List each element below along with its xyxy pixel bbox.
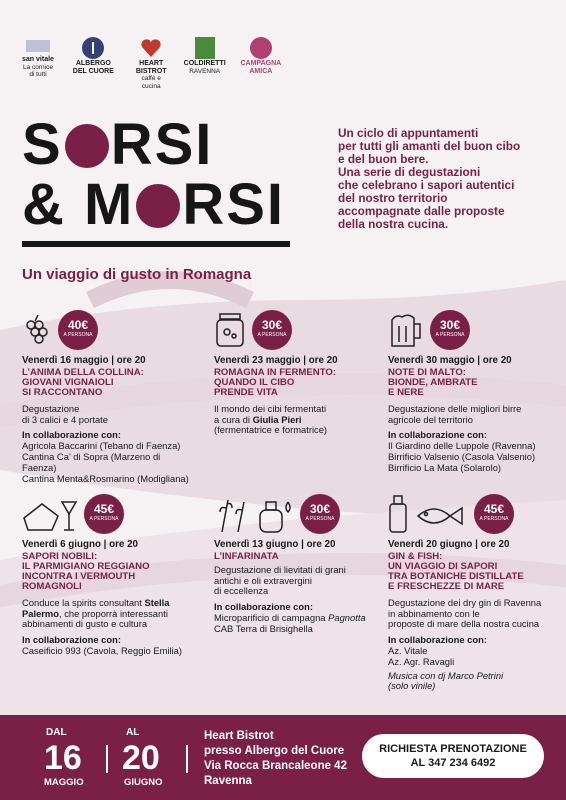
event-name xyxy=(214,552,384,562)
collab-heading: In collaborazione con: xyxy=(22,634,121,646)
price-value: 30€ xyxy=(261,318,283,332)
collab-list xyxy=(22,441,192,484)
desc-text: a cura di xyxy=(214,413,253,425)
title-part: RSI xyxy=(182,172,286,237)
title-line: PRENDE VITA xyxy=(214,386,278,398)
collab-item: Birrificio Valsenio (Casola Valsenio) xyxy=(388,450,536,462)
event-date: Venerdì 16 maggio | ore 20 xyxy=(22,355,146,366)
intro-line: che celebrano i sapori autentici xyxy=(338,178,515,192)
logo-campagna-amica xyxy=(240,36,282,75)
desc-line: Degustazione delle migliori birre xyxy=(388,402,522,414)
desc-text: Conduce la spirits consultant xyxy=(22,596,145,608)
gin-bottle-and-fish-icon xyxy=(388,494,468,534)
price-tag: A PERSONA xyxy=(435,332,465,338)
collab-item: Cantina Menta&Rosmarino (Modigliana) xyxy=(22,472,189,484)
divider xyxy=(186,745,188,773)
event-name xyxy=(388,552,552,592)
event-name xyxy=(388,368,558,398)
collab-list xyxy=(388,441,558,473)
title-line: GIN & FISH: xyxy=(388,550,443,562)
logo-label: HEART BISTROT xyxy=(135,60,167,75)
event-date: Venerdì 23 maggio | ore 20 xyxy=(214,355,338,366)
desc-line: proposte di mare della nostra cucina xyxy=(388,618,540,630)
desc-line: (fermentatrice e formatrice) xyxy=(214,424,328,436)
wheat-and-oil-icon xyxy=(214,494,294,534)
collab-item: Az. Vitale xyxy=(388,644,428,656)
event-date: Venerdì 13 giugno | ore 20 xyxy=(214,539,336,550)
title-line: SI RACCONTANO xyxy=(22,386,103,398)
desc-line: Degustazione dei dry gin di Ravenna xyxy=(388,596,542,608)
san-vitale-logo-icon xyxy=(24,36,52,56)
logo-coldiretti xyxy=(184,36,226,75)
address-line: Heart Bistrot xyxy=(204,730,274,742)
collab-item: Az. Agr. Ravagli xyxy=(388,655,455,667)
event-description xyxy=(214,404,384,436)
grapes-icon xyxy=(22,313,52,347)
title-line: ROMAGNA IN FERMENTO: xyxy=(214,366,337,378)
title-part: RSI xyxy=(110,112,214,177)
date-to-label: AL xyxy=(126,727,140,738)
title-underline xyxy=(22,241,290,247)
price-value: 30€ xyxy=(309,502,331,516)
intro-line: del nostro territorio xyxy=(338,191,448,205)
key-icon xyxy=(81,36,105,60)
event-description xyxy=(214,565,384,597)
wine-drop-o-icon xyxy=(65,124,109,168)
event-name xyxy=(214,368,384,398)
address-line: presso Albergo del Cuore xyxy=(204,745,345,757)
logo-label: ALBERGO DEL CUORE xyxy=(72,60,114,75)
event-date: Venerdì 6 giugno | ore 20 xyxy=(22,539,138,550)
sponsor-logos xyxy=(22,36,282,90)
logo-san-vitale xyxy=(22,36,54,78)
price-tag: A PERSONA xyxy=(257,332,287,338)
intro-line: Una serie di degustazioni xyxy=(338,165,481,179)
intro-line: accompagnate dalle proposte xyxy=(338,204,505,218)
collab-text: Microparificio di campagna xyxy=(214,611,329,623)
title-line: GIOVANI VIGNAIOLI xyxy=(22,376,114,388)
desc-line: in abbinamento con le xyxy=(388,607,480,619)
price-badge xyxy=(252,310,292,350)
title-line: SAPORI NOBILI: xyxy=(22,550,98,562)
event-name xyxy=(22,552,202,592)
logo-sub: La cornice di tutti xyxy=(22,63,53,78)
collab-item: Agricola Baccarini (Tebano di Faenza) xyxy=(22,440,181,452)
price-value: 40€ xyxy=(67,318,89,332)
date-from-label: DAL xyxy=(46,727,67,738)
desc-line: Degustazione xyxy=(22,402,80,414)
logo-albergo-del-cuore xyxy=(68,36,119,75)
desc-line: Degustazione di lievitati di grani xyxy=(214,563,346,575)
price-badge xyxy=(430,310,470,350)
consultant-name: Stella Palermo xyxy=(22,596,170,619)
title-line: UN VIAGGIO DI SAPORI xyxy=(388,560,498,572)
event-date: Venerdì 20 giugno | ore 20 xyxy=(388,539,510,550)
desc-line: di 3 calici e 4 portate xyxy=(22,413,108,425)
price-value: 30€ xyxy=(439,318,461,332)
collab-item: Caseificio 993 (Cavola, Reggio Emilia) xyxy=(22,644,182,656)
event-card xyxy=(22,310,192,484)
title-line: BIONDE, AMBRATE xyxy=(388,376,478,388)
price-tag: A PERSONA xyxy=(63,332,93,338)
collab-list xyxy=(388,646,552,668)
intro-line: e del buon bere. xyxy=(338,152,429,166)
price-badge xyxy=(84,494,124,534)
collab-list xyxy=(22,646,202,657)
collab-heading: In collaborazione con: xyxy=(22,429,121,441)
title-line: NOTE DI MALTO: xyxy=(388,366,466,378)
divider xyxy=(106,745,108,773)
price-tag: A PERSONA xyxy=(479,516,509,522)
title-line: IL PARMIGIANO REGGIANO xyxy=(22,560,150,572)
desc-line: antichi e oli extravergini xyxy=(214,574,312,586)
collab-heading: In collaborazione con: xyxy=(214,601,313,613)
booking-phone: AL 347 234 6492 xyxy=(410,757,496,769)
title-line: QUANDO IL CIBO xyxy=(214,376,295,388)
event-card xyxy=(388,494,552,692)
collab-list xyxy=(214,613,384,635)
date-to-day: 20 xyxy=(122,739,160,777)
event-description xyxy=(388,404,558,426)
title-line: E NERE xyxy=(388,386,424,398)
title-line: INCONTRA I VERMOUTH xyxy=(22,570,136,582)
event-description xyxy=(22,598,202,630)
music-note xyxy=(388,671,552,693)
intro-line: per tutti gli amanti del buon cibo xyxy=(338,139,521,153)
booking-button[interactable] xyxy=(362,734,544,778)
logo-label: san vitale xyxy=(22,56,54,63)
collab-item: CAB Terra di Brisighella xyxy=(214,622,313,634)
heart-icon xyxy=(139,36,163,60)
date-from-month: MAGGIO xyxy=(44,777,84,788)
booking-label: RICHIESTA PRENOTAZIONE xyxy=(379,743,527,755)
title-line: TRA BOTANICHE DISTILLATE xyxy=(388,570,524,582)
desc-line: agricole del territorio xyxy=(388,413,473,425)
price-badge xyxy=(474,494,514,534)
price-tag: A PERSONA xyxy=(305,516,335,522)
title-line: ROMAGNOLI xyxy=(22,580,82,592)
bitten-o-icon xyxy=(136,184,180,228)
collab-heading: In collaborazione con: xyxy=(388,429,487,441)
event-card xyxy=(388,310,558,474)
collab-brand: Pagnotta xyxy=(328,611,366,623)
event-title xyxy=(22,112,290,247)
fermentation-jar-icon xyxy=(214,312,246,348)
price-badge xyxy=(58,310,98,350)
title-part: S xyxy=(22,112,63,177)
venue-address xyxy=(204,729,347,789)
note-line: Musica con dj Marco Petrini xyxy=(388,669,504,681)
note-line: (solo vinile) xyxy=(388,680,436,692)
date-to-month: GIUGNO xyxy=(124,777,163,788)
beer-mug-icon xyxy=(388,312,424,348)
price-tag: A PERSONA xyxy=(89,516,119,522)
collab-item: Cantina Ca’ di Sopra (Marzeno di Faenza) xyxy=(22,450,161,473)
collab-item: Birrificio La Mata (Solarolo) xyxy=(388,461,502,473)
logo-heart-bistrot xyxy=(133,36,170,90)
event-name xyxy=(22,368,192,398)
intro-line: della nostra cucina. xyxy=(338,217,449,231)
intro-line: Un ciclo di appuntamenti xyxy=(338,126,479,140)
title-line: L’INFARINATA xyxy=(214,550,279,562)
desc-line: di eccellenza xyxy=(214,585,269,597)
title-line: L’ANIMA DELLA COLLINA: xyxy=(22,366,144,378)
cheese-and-glass-icon xyxy=(22,494,78,534)
event-card xyxy=(214,494,384,635)
price-value: 45€ xyxy=(483,502,505,516)
yarn-ball-icon xyxy=(249,36,273,60)
subtitle: Un viaggio di gusto in Romagna xyxy=(22,266,252,283)
collab-item: Il Giardino delle Luppole (Ravenna) xyxy=(388,440,536,452)
event-description xyxy=(22,404,192,426)
event-description xyxy=(388,598,552,630)
logo-sub: caffè e cucina xyxy=(141,75,161,90)
price-badge xyxy=(300,494,340,534)
price-value: 45€ xyxy=(93,502,115,516)
footer-bar xyxy=(0,715,566,800)
coldiretti-logo-icon xyxy=(194,36,216,60)
curator-name: Giulia Pieri xyxy=(252,413,302,425)
title-part: & M xyxy=(22,172,135,237)
address-line: Via Rocca Brancaleone 42 xyxy=(204,760,347,772)
intro-text xyxy=(338,127,548,231)
title-line: E FRESCHEZZE DI MARE xyxy=(388,580,505,592)
date-from-day: 16 xyxy=(44,739,82,777)
logo-label: COLDIRETTI xyxy=(183,60,226,67)
event-card xyxy=(22,494,202,657)
desc-line: Il mondo dei cibi fermentati xyxy=(214,402,327,414)
logo-label: CAMPAGNA AMICA xyxy=(240,60,282,75)
event-card xyxy=(214,310,384,436)
logo-sub: RAVENNA xyxy=(189,67,221,75)
collab-heading: In collaborazione con: xyxy=(388,634,487,646)
address-line: Ravenna xyxy=(204,775,252,787)
desc-text: , che proporrà interessanti abbinamenti di gusto e cultura xyxy=(22,607,168,630)
event-date: Venerdì 30 maggio | ore 20 xyxy=(388,355,512,366)
